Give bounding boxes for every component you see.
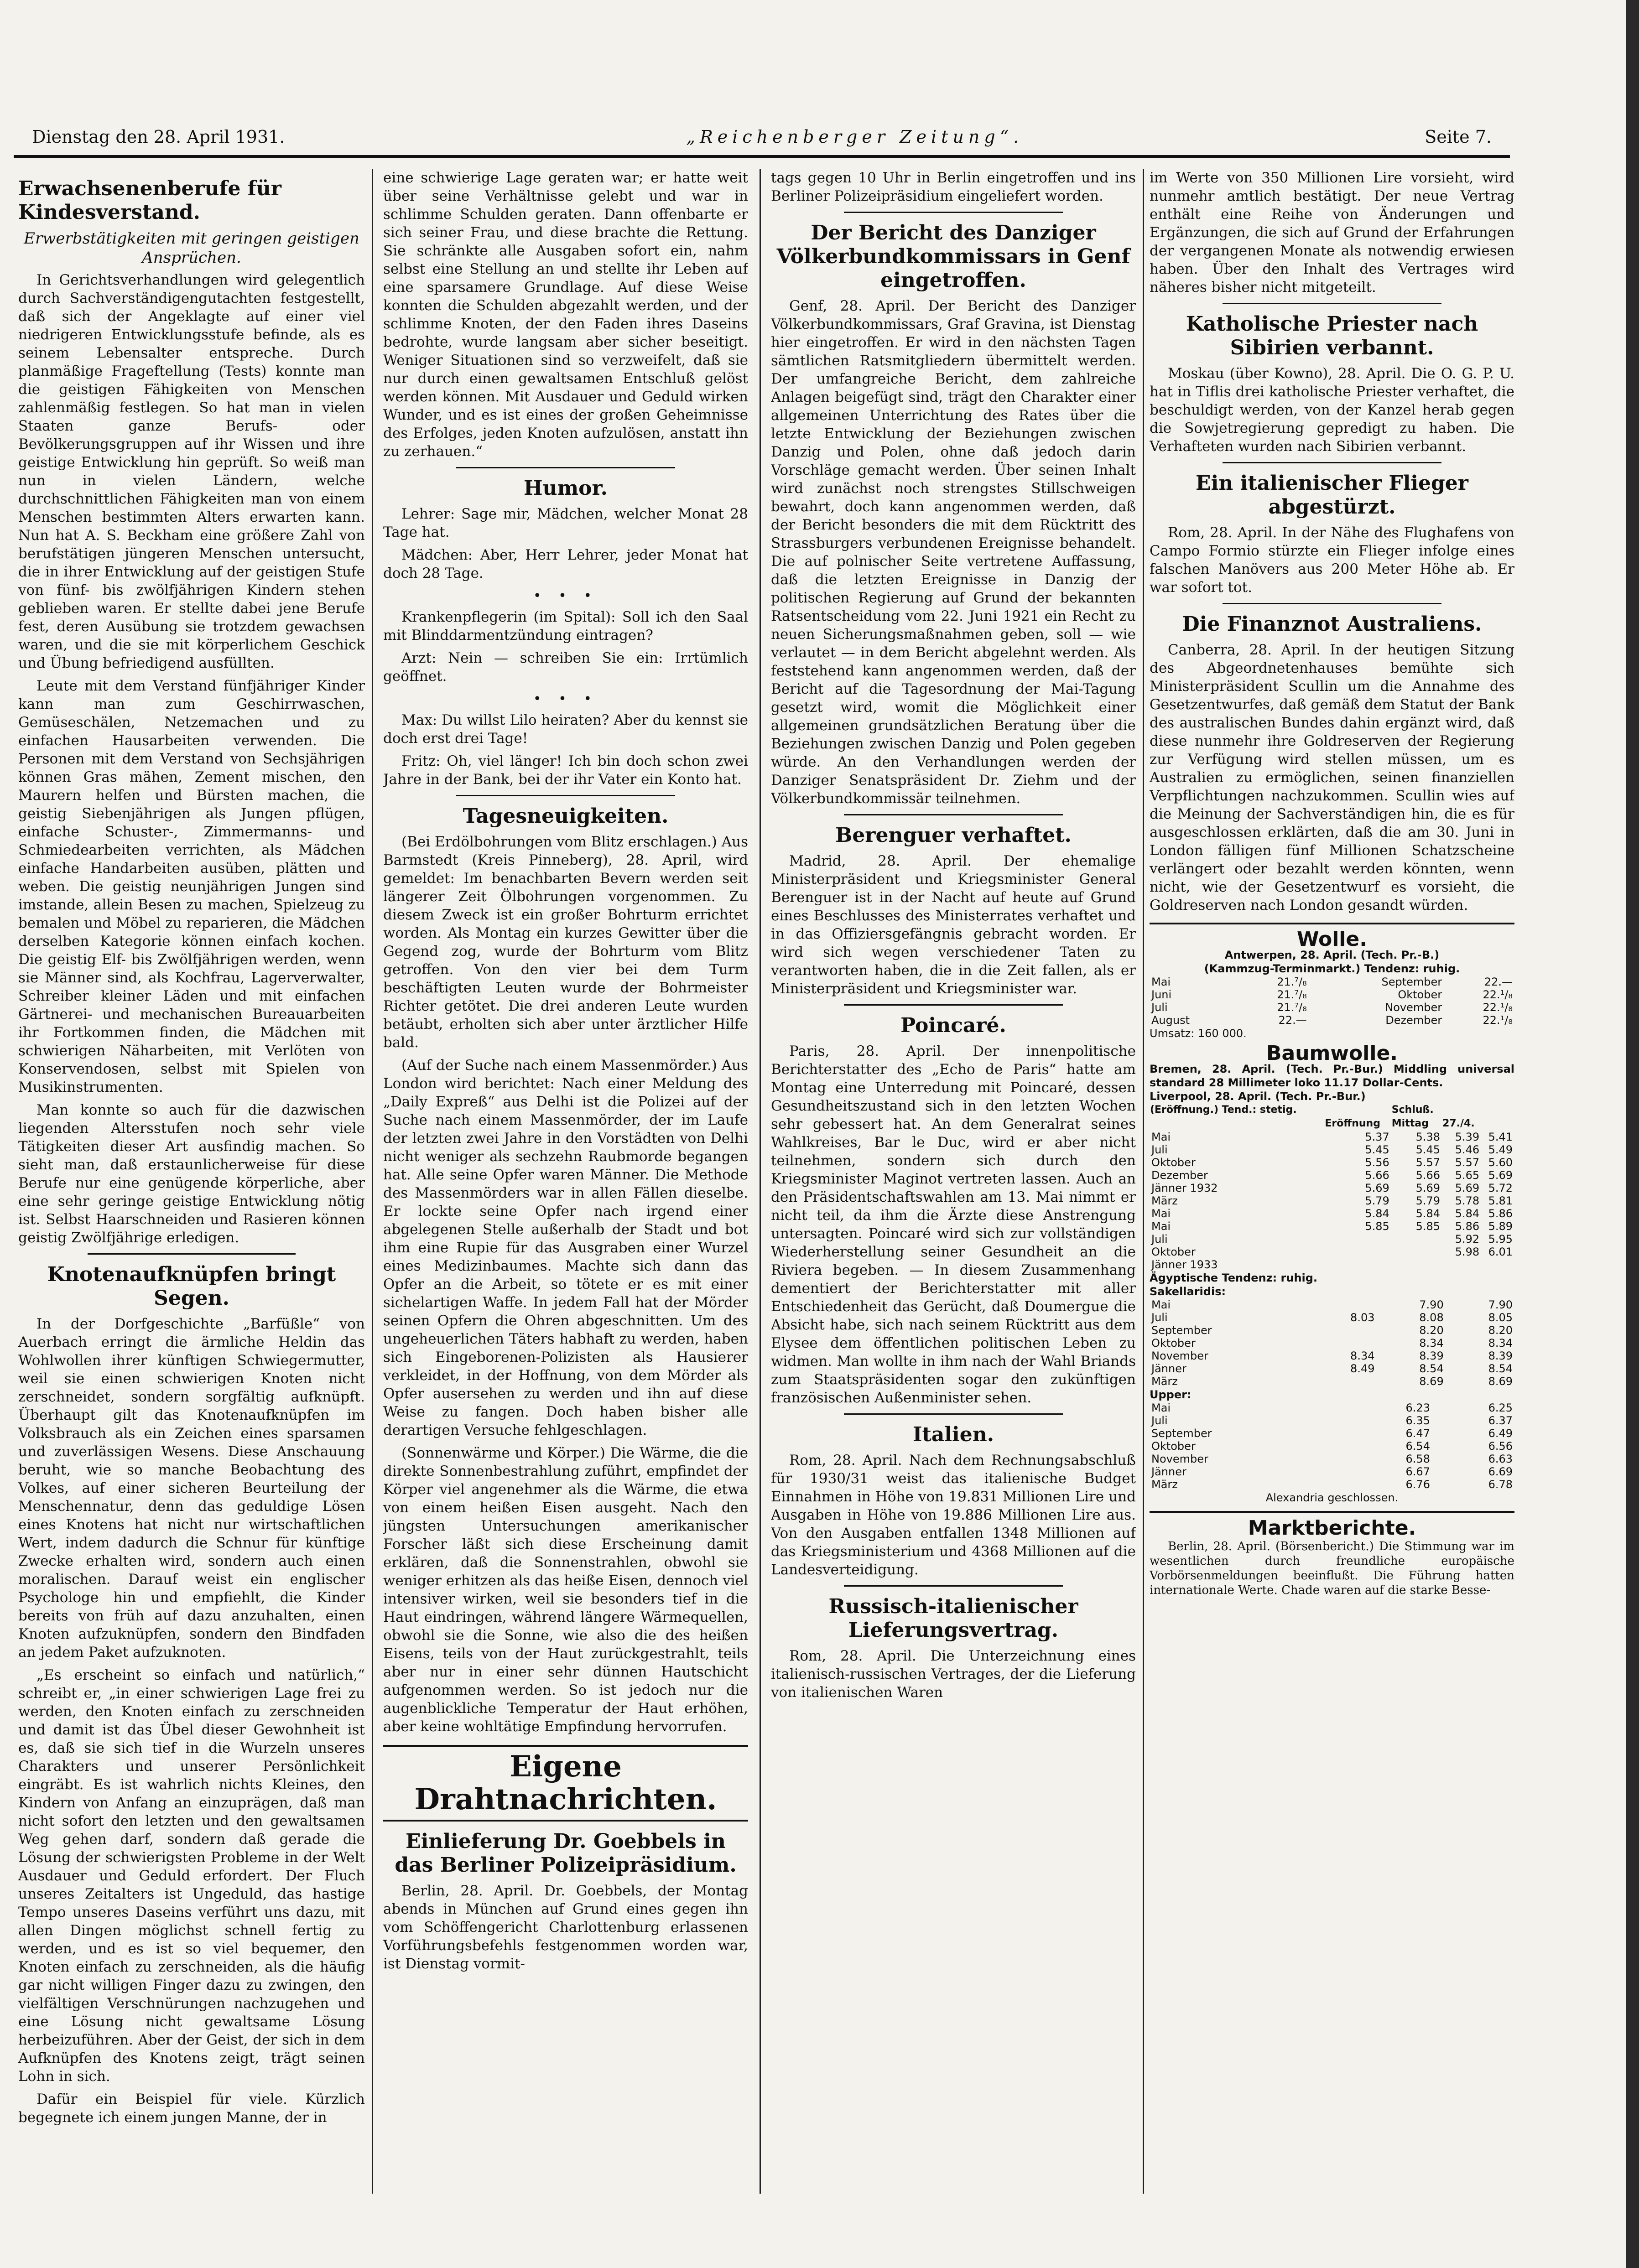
table-row: [1150, 1414, 1514, 1427]
table-cell: 22.¹/₈: [1483, 1001, 1513, 1014]
table-cell: 6.63: [1488, 1453, 1513, 1465]
table-cell: 8.34: [1419, 1337, 1444, 1349]
table-cell: August: [1151, 1014, 1190, 1027]
table-cell: 8.69: [1419, 1375, 1444, 1388]
table-cell: 22.—: [1278, 1014, 1307, 1027]
article-paragraph: In der Dorfgeschichte „Barfüßle“ von Auerbach erringt die ärmliche Heldin das Wohlwollen ihrer künftigen Schwiegermutter, weil sie einen schwierigen Knoten nicht zerschneidet, sondern sorgfältig aufknüpft. Überhaupt gilt das Knotenaufknüpfen im Volksbrauch als ein Zeichen eines sparsamen und zuverlässigen Wesens. Diese Anschauung beruht, wie so manche Beobachtung des Volkes, auf einer sicheren Beurteilung der Menschennatur, denn das geduldige Lösen eines Knotens hat nicht nur wirtschaftlichen Wert, indem dadurch die Schnur für künftige Zwecke erhalten wird, sondern auch einen moralischen. Darauf weist ein englischer Psychologe hin und empfiehlt, die Kinder bereits von früh auf dazu anzuhalten, einen Knoten aufzuknüpfen, sondern den Bindfaden an jedem Paket aufzuknoten.: [18, 1316, 365, 1661]
table-cell: 8.39: [1419, 1349, 1444, 1362]
table-cell: 5.46: [1455, 1143, 1480, 1156]
table-cell: 5.95: [1488, 1233, 1513, 1246]
market-title: Wolle.: [1297, 928, 1367, 951]
table-cell: 5.69: [1488, 1169, 1513, 1182]
separator-dots: • • •: [533, 691, 598, 707]
table-cell: 5.60: [1488, 1156, 1513, 1169]
divider: [1223, 462, 1441, 463]
table-cell: 5.85: [1365, 1220, 1389, 1233]
article-title: Ein italienischer Flieger abgestürzt.: [1196, 472, 1468, 519]
table-cell: Jänner: [1151, 1465, 1186, 1478]
table-cell: [1307, 1375, 1376, 1388]
table-cell: [1391, 1258, 1442, 1271]
table-cell: Juli: [1151, 1414, 1168, 1427]
table-cell: 5.38: [1415, 1131, 1441, 1143]
table-cell: [1338, 1478, 1349, 1491]
article-paragraph: Moskau (über Kowno), 28. April. Die O. G. P. U. hat in Tiflis drei katholische Priester verhaftet, die beschuldigt werden, von der Kanzel herab gegen die Sowjetregierung gepredigt zu haben. Die Verhafteten wurden nach Sibirien verbannt.: [1150, 365, 1514, 455]
cotton-table: [1150, 1103, 1514, 1271]
table-cell: Juli: [1151, 1143, 1168, 1156]
table-row: [1150, 1233, 1514, 1246]
table-cell: [1391, 1246, 1442, 1258]
cotton-liverpool: Liverpool, 28. April. (Tech. Pr.-Bur.): [1150, 1090, 1366, 1103]
table-cell: [1338, 1453, 1349, 1465]
market-subtitle: Antwerpen, 28. April. (Tech. Pr.-B.): [1224, 949, 1440, 961]
table-cell: [1324, 1246, 1391, 1258]
article-title: Erwachsenenberufe für Kindesverstand.: [18, 177, 281, 224]
table-cell: 5.57: [1455, 1156, 1480, 1169]
table-cell: Juli: [1151, 1233, 1168, 1246]
table-row: [1150, 1465, 1514, 1478]
article-paragraph: In Gerichtsverhandlungen wird gelegentlich durch Sachverständigengutachten festgestellt, daß sich der Angeklagte auf einer viel niedrigeren Entwicklungsstufe befinde, als es seinem Lebensalter entspreche. Durch planmäßige Frageftellung (Tests) konnte man die geistigen Fähigkeiten von Menschen zahlenmäßig festlegen. So hat man in vielen Staaten ganze Berufs- oder Bevölkerungsgruppen auf ihr Wissen und ihre geistige Entwicklung hin geprüft. So weiß man nun in vielen Ländern, welche durchschnittlichen Fähigkeiten man von einem Menschen bestimmten Alters erwarten kann. Nun hat A. S. Beckham eine größere Zahl von berufstätigen jüngeren Menschen untersucht, die in ihrer Entwicklung auf der geistigen Stufe von fünf- bis zwölfjährigen Kindern stehen geblieben waren. Er stellte dabei jene Berufe fest, deren Ausübung sie trotzdem gewachsen waren, und die sie mit körperlichem Geschick und Übung befriedigend ausfüllten.: [18, 272, 365, 671]
table-cell: 5.98: [1455, 1246, 1480, 1258]
table-cell: November: [1151, 1453, 1208, 1465]
table-row: [1150, 1362, 1514, 1375]
table-cell: 6.69: [1488, 1465, 1513, 1478]
joke-line: Fritz: Oh, viel länger! Ich bin doch schon zwei Jahre in der Bank, bei der ihr Vater ein Konto hat.: [383, 753, 748, 788]
table-row: [1150, 1143, 1514, 1156]
divider: [844, 212, 1063, 213]
article-paragraph: „Es erscheint so einfach und natürlich,“ schreibt er, „in einer schwierigen Lage frei zu werden, den Knoten einfach zu zerschneiden und damit ist das Übel dieser Gewohnheit ist es, daß sie sich tief in die Wurzeln unseres Charakters und unserer Persönlichkeit eingräbt. Es ist wahrlich nichts Kleines, den Kindern von Anfang an einzuprägen, daß man nicht sofort den letzten und den gewaltsamen Weg gehen darf, sondern daß gerade die Lösung der schwierigsten Probleme in der Welt Ausdauer und Geduld erfordert. Der Fluch unseres Zeitalters ist Ungeduld, das hastige Tempo unseres Daseins verführt uns dazu, mit allen Dingen möglichst schnell fertig zu werden, und es ist so viel bequemer, den Knoten einfach zu zerschneiden, als die häufig gar nicht willigen Finger dazu zu zwingen, den vielfältigen Verschnürungen nachzugehen und eine Lösung nicht gewaltsame Lösung herbeizuführen. Aber der Geist, der sich in dem Aufknüpfen des Knotens zeigt, trägt seinen Lohn in sich.: [18, 1667, 365, 2085]
table-cell: 6.49: [1488, 1427, 1513, 1440]
table-cell: November: [1151, 1349, 1208, 1362]
table-cell: 6.35: [1405, 1414, 1430, 1427]
article-paragraph: Madrid, 28. April. Der ehemalige Ministerpräsident und Kriegsminister General Berenguer ist in der Nacht auf heute auf Grund eines Beschlusses des Ministerrates verhaftet und in das Offiziersgefängnis gebracht worden. Er wird sich wegen verschiedener Taten zu verantworten haben, die in die Zeit fallen, als er Ministerpräsident und Kriegsminister war.: [771, 853, 1136, 997]
article-paragraph: Man konnte so auch für die dazwischen liegenden Altersstufen noch sehr viele Tätigkeiten dieser Art ausfindig machen. So sieht man, daß erstaunlicherweise für diese Berufe nur eine genügende körperliche, aber eine sehr geringe geistige Entwicklung nötig ist. Selbst Haarschneiden und Rasieren können geistig Zwölfjährige erledigen.: [18, 1102, 365, 1246]
table-row: [1150, 1207, 1514, 1220]
article-paragraph: Paris, 28. April. Der innenpolitische Berichterstatter des „Echo de Paris“ hatte am Montag eine Unterredung mit Poincaré, dessen Gesundheitszustand sich in den letzten Wochen sehr gebessert hat. An dem Generalrat seines Wahlkreises, Bar le Duc, wird er aber nicht teilnehmen, sondern sich durch den Kriegsminister Maginot vertreten lassen. Auch an den Präsidentschaftswahlen am 13. Mai nimmt er nicht teil, da ihm die Ärzte diese Anstrengung untersagten. Poincaré wird sich zur vollständigen Wiederherstellung seiner Gesundheit an die Riviera begeben. — In diesem Zusammenhang dementiert der Berichterstatter mit aller Entschiedenheit das Gerücht, daß Doumergue die Absicht habe, sich nach seinem Rücktritt aus dem Elysee dem öffentlichen politischen Leben zu widmen. Man wollte in ihm nach der Wahl Briands zum Staatspräsidenten sogar den zukünftigen französischen Außenminister sehen.: [771, 1043, 1136, 1406]
table-row: [1150, 1194, 1514, 1207]
table-cell: 8.49: [1350, 1362, 1375, 1375]
table-cell: September: [1381, 976, 1442, 988]
table-header-cell: Mittag: [1391, 1118, 1429, 1129]
table-row: [1150, 1001, 1514, 1014]
article-title: Der Bericht des Danziger Völkerbundkommissars in Genf eingetroffen.: [776, 221, 1130, 292]
table-cell: 8.34: [1488, 1337, 1513, 1349]
table-cell: Oktober: [1151, 1246, 1196, 1258]
table-row: [1150, 1169, 1514, 1182]
column-4: [1150, 169, 1514, 2194]
table-cell: 5.65: [1455, 1169, 1480, 1182]
article-title: Katholische Priester nach Sibirien verbannt.: [1186, 312, 1478, 359]
table-cell: 8.34: [1350, 1349, 1375, 1362]
page-edge: [1626, 0, 1639, 2268]
market-title: Marktberichte.: [1248, 1516, 1416, 1540]
article-title: Poincaré.: [900, 1014, 1006, 1037]
table-row: [1150, 1453, 1514, 1465]
table-header-cell: Schluß.: [1391, 1104, 1434, 1116]
column-2: [383, 169, 748, 2194]
table-cell: 5.37: [1365, 1131, 1389, 1143]
table-cell: 5.69: [1365, 1182, 1389, 1194]
table-header-cell: 27./4.: [1442, 1118, 1475, 1129]
article-paragraph: Rom, 28. April. Nach dem Rechnungsabschluß für 1930/31 weist das italienische Budget Einnahmen in Höhe von 19.831 Millionen Lire und Ausgaben in Höhe von 19.886 Millionen Lire aus. Von den Ausgaben entfallen 1348 Millionen auf das Kriegsministerium und 4368 Millionen auf die Landesverteidigung.: [771, 1452, 1136, 1578]
table-cell: 5.79: [1365, 1194, 1389, 1207]
section-title-humor: Humor.: [524, 477, 608, 500]
table-cell: November: [1385, 1001, 1442, 1014]
news-item: (Auf der Suche nach einem Massenmörder.) Aus London wird berichtet: Nach einer Meldung des „Daily Expreß“ aus Delhi ist die Polizei auf der Suche nach einem Massenmörder, der im Laufe der letzten zwei Jahre in den Vorstädten von Delhi nicht weniger als sechzehn Raubmorde begangen hat. Alle seine Opfer waren Männer. Die Methode des Massenmörders war in allen Fällen dieselbe. Er lockte seine Opfer nach irgend einer abgelegenen Stelle außerhalb der Stadt und bot ihm eine Rupie für das Ausgraben einer Wurzel eines Medizinbaumes. Machte sich dann das Opfer an die Arbeit, so tötete er es mit einer sichelartigen Waffe. In jedem Fall hat der Mörder seinen Opfern die Ohren abgeschnitten. Um des ungeheuerlichen Täters habhaft zu werden, haben sich Eingeborenen-Polizisten als Hausierer verkleidet, in der Hoffnung, von dem Mörder als Opfer ausersehen zu werden und ihn auf diese Weise zu fangen. Doch haben bisher alle derartigen Versuche fehlgeschlagen.: [383, 1057, 748, 1438]
column-rule: [760, 169, 761, 2194]
table-cell: 6.56: [1488, 1440, 1513, 1453]
table-cell: Juli: [1151, 1311, 1168, 1324]
table-cell: [1324, 1233, 1391, 1246]
joke-line: Arzt: Nein — schreiben Sie ein: Irrtümlich geöffnet.: [383, 650, 748, 685]
table-cell: Mai: [1151, 976, 1171, 988]
table-cell: 5.69: [1415, 1182, 1441, 1194]
table-cell: 21.⁷/₈: [1277, 1001, 1307, 1014]
table-cell: 6.47: [1405, 1427, 1430, 1440]
table-cell: März: [1151, 1194, 1178, 1207]
section-rule: [1150, 1511, 1514, 1513]
table-row: [1150, 1220, 1514, 1233]
table-row: [1150, 1337, 1514, 1349]
table-header-row: [1150, 1117, 1514, 1131]
table-row: [1150, 1440, 1514, 1453]
table-header-cell: (Eröffnung.) Tend.: stetig.: [1150, 1104, 1297, 1116]
table-cell: 5.86: [1455, 1220, 1480, 1233]
header-rule: [14, 155, 1510, 158]
table-cell: 8.69: [1488, 1375, 1513, 1388]
table-cell: 5.84: [1365, 1207, 1389, 1220]
table-cell: 8.08: [1419, 1311, 1444, 1324]
separator-dots: • • •: [533, 588, 598, 604]
table-row: [1150, 1427, 1514, 1440]
cotton-egypt: Ägyptische Tendenz: ruhig.: [1150, 1272, 1318, 1284]
cotton-sakel: Sakellaridis:: [1150, 1285, 1226, 1298]
table-cell: 7.90: [1419, 1298, 1444, 1311]
table-cell: 21.⁷/₈: [1277, 988, 1307, 1001]
market-subtitle: (Kammzug-Terminmarkt.) Tendenz: ruhig.: [1204, 962, 1460, 975]
table-cell: 5.84: [1415, 1207, 1441, 1220]
table-cell: [1324, 1258, 1391, 1271]
table-cell: 5.84: [1455, 1207, 1480, 1220]
table-header-row: [1150, 1103, 1514, 1117]
table-cell: März: [1151, 1478, 1178, 1491]
table-header-cell: Eröffnung: [1325, 1118, 1380, 1129]
table-cell: Mai: [1151, 1220, 1171, 1233]
market-title: Baumwolle.: [1266, 1042, 1398, 1065]
table-cell: [1338, 1465, 1349, 1478]
article-subtitle: Erwerbstätigkeiten mit geringen geistigen Ansprüchen.: [24, 229, 359, 267]
table-cell: 5.49: [1488, 1143, 1513, 1156]
article-title: Berenguer verhaftet.: [835, 824, 1072, 847]
table-row: [1150, 1324, 1514, 1337]
table-cell: Mai: [1151, 1298, 1171, 1311]
table-cell: [1338, 1440, 1349, 1453]
table-cell: [1338, 1427, 1349, 1440]
table-cell: Mai: [1151, 1207, 1171, 1220]
divider: [88, 1253, 296, 1255]
table-cell: 8.20: [1419, 1324, 1444, 1337]
upper-table: [1150, 1401, 1514, 1491]
table-cell: [1307, 1337, 1376, 1349]
table-cell: Oktober: [1398, 988, 1442, 1001]
article-paragraph: Rom, 28. April. Die Unterzeichnung eines italienisch-russischen Vertrages, der die Lieferung von italienischen Waren: [771, 1648, 1136, 1701]
table-cell: 8.20: [1488, 1324, 1513, 1337]
table-cell: Mai: [1151, 1131, 1171, 1143]
table-row: [1150, 1014, 1514, 1027]
table-cell: [1307, 1298, 1376, 1311]
table-cell: September: [1151, 1324, 1212, 1337]
market-wool: [1150, 928, 1514, 1040]
table-cell: 5.45: [1415, 1143, 1441, 1156]
joke-line: Lehrer: Sage mir, Mädchen, welcher Monat 28 Tage hat.: [383, 506, 748, 540]
divider: [844, 1585, 1063, 1587]
news-item: (Sonnenwärme und Körper.) Die Wärme, die die direkte Sonnenbestrahlung zuführt, empfindet der Körper viel angenehmer als die Wärme, die etwa von einem heißen Eisen ausgeht. Nach den jüngsten Untersuchungen amerikanischer Forscher läßt sich diese Erscheinung damit erklären, daß die Sonnenstrahlen, obwohl sie weniger erhitzen als das heiße Eisen, dennoch viel intensiver wirken, weil sie besonders tief in die Haut eindringen, während längere Wärmequellen, obwohl sie die Sonne, wie also die des heißen Eisens, teils von der Haut zurückgestrahlt, teils aber nur in einer sehr dünnen Hautschicht aufgenommen werden. So ist jedoch nur die augenblickliche Temperatur der Haut erhöhen, aber keine wohltätige Empfindung hervorrufen.: [383, 1445, 748, 1735]
article-title: Russisch-italienischer Lieferungsvertrag.: [828, 1595, 1078, 1642]
table-cell: Dezember: [1385, 1014, 1442, 1027]
table-cell: Mai: [1151, 1401, 1171, 1414]
table-row: [1150, 1311, 1514, 1324]
divider: [844, 1413, 1063, 1415]
table-cell: 5.79: [1415, 1194, 1441, 1207]
table-cell: Oktober: [1151, 1156, 1196, 1169]
market-report: Berlin, 28. April. (Börsenbericht.) Die Stimmung war im wesentlichen durch freundliche europäische Vorbörsenmeldungen beeinflußt. Die Führung hatten internationale Werte. Chade waren auf die starke Besse-: [1150, 1540, 1514, 1597]
issue-date: Dienstag den 28. April 1931.: [32, 127, 285, 147]
column-3: [771, 169, 1136, 2194]
table-cell: 5.86: [1488, 1207, 1513, 1220]
table-cell: 5.45: [1365, 1143, 1389, 1156]
table-cell: 8.03: [1350, 1311, 1375, 1324]
divider: [844, 814, 1063, 815]
wire-news-banner: Eigene Drahtnachrichten.: [383, 1745, 748, 1822]
table-cell: 8.05: [1488, 1311, 1513, 1324]
article-title: Knotenaufknüpfen bringt Segen.: [47, 1263, 336, 1310]
masthead: [32, 123, 1492, 151]
table-cell: 6.54: [1405, 1440, 1430, 1453]
table-header-cell: [1150, 1117, 1324, 1131]
table-cell: 6.78: [1488, 1478, 1513, 1491]
article-paragraph: Leute mit dem Verstand fünfjähriger Kinder kann man zum Geschirrwaschen, Gemüseschälen, Netzemachen und zu einfachen Hausarbeiten verwenden. Die Personen mit dem Verstand von Sechsjährigen können Gras mähen, Zement mischen, den Maurern helfen und Bürsten machen, die geistig Siebenjährigen als Jungen pflügen, einfache Schuster-, Zimmermanns- und Schmiedearbeiten verrichten, als Mädchen einfache Handarbeiten ausüben, plätten und weben. Die geistig neunjährigen Jungen sind imstande, allein Besen zu machen, Spielzeug zu bemalen und Möbel zu reparieren, die Mädchen derselben Kategorie können einfach kochen. Die geistig Elf- bis Zwölfjährigen werden, wenn sie Männer sind, als Kochfrau, Lagerverwalter, Schreiber kleiner Läden und mit einfachen Gärtnerei- und mechanischen Bureauarbeiten ihr Fortkommen finden, die Mädchen mit schwierigen Näharbeiten, mit Verlöten von Konservendosen, selbst mit Spielen von Musikinstrumenten.: [18, 678, 365, 1095]
wool-umsatz: Umsatz: 160 000.: [1150, 1027, 1247, 1040]
table-cell: Jänner 1933: [1151, 1258, 1218, 1271]
table-cell: 5.92: [1455, 1233, 1480, 1246]
cotton-alex: Alexandria geschlossen.: [1265, 1491, 1399, 1504]
table-cell: 5.56: [1365, 1156, 1389, 1169]
column-rule: [372, 169, 373, 2194]
table-row: [1150, 1258, 1514, 1271]
article-paragraph: Berlin, 28. April. Dr. Goebbels, der Montag abends in München auf Grund eines gegen ihn vom Schöffengericht Charlottenburg erlassenen Vorführungsbefehls festgenommen worden war, ist Dienstag vormit-: [383, 1883, 748, 1972]
table-cell: 6.58: [1405, 1453, 1430, 1465]
table-row: [1150, 1349, 1514, 1362]
article-title: Einlieferung Dr. Goebbels in das Berliner Polizeipräsidium.: [395, 1830, 737, 1877]
table-row: [1150, 1401, 1514, 1414]
table-cell: [1481, 1258, 1514, 1271]
divider: [844, 1004, 1063, 1006]
joke-line: Krankenpflegerin (im Spital): Soll ich den Saal mit Blinddarmentzündung eintragen?: [383, 609, 748, 644]
market-cotton: [1150, 1042, 1514, 1505]
paper-name: „Reichenberger Zeitung“.: [686, 127, 1024, 147]
table-cell: 22.¹/₈: [1483, 1014, 1513, 1027]
divider: [1223, 603, 1441, 604]
table-header-cell: [1442, 1103, 1481, 1117]
table-cell: [1338, 1401, 1349, 1414]
article-paragraph: Canberra, 28. April. In der heutigen Sitzung des Abgeordnetenhauses bemühte sich Ministerpräsident Scullin um die Annahme des Gesetzentwurfes, daß gemäß dem Statut der Bank des australischen Bundes dahin ergänzt wird, daß diese nunmehr ihre Goldreserven der Regierung zur Verfügung wird stellen müssen, um es Australien zu ermöglichen, seinen finanziellen Verpflichtungen nachzukommen. Scullin wies auf die Meinung der Sachverständigen hin, die es für ausgeschlossen erklärten, daß die am 30. Juni in London fälligen fünf Millionen Schatzscheine verlängert oder bezahlt werden könnten, wenn nicht, wie der Gesetzentwurf es vorsieht, die Goldreserven nach London gesandt würden.: [1150, 642, 1514, 913]
table-cell: 8.54: [1419, 1362, 1444, 1375]
divider: [456, 467, 675, 468]
table-row: [1150, 1478, 1514, 1491]
article-paragraph: Rom, 28. April. In der Nähe des Flughafens von Campo Formio stürzte ein Flieger infolge eines falschen Manövers aus 200 Meter Höhe ab. Er war sofort tot.: [1150, 524, 1514, 596]
table-cell: 5.89: [1488, 1220, 1513, 1233]
table-cell: Oktober: [1151, 1337, 1196, 1349]
table-row: [1150, 1182, 1514, 1194]
cotton-bremen: Bremen, 28. April. (Tech. Pr.-Bur.) Middling universal standard 28 Millimeter loko 11.17 Dollar-Cents.: [1150, 1063, 1514, 1089]
table-cell: 6.01: [1488, 1246, 1513, 1258]
table-cell: 6.23: [1405, 1401, 1430, 1414]
table-cell: Oktober: [1151, 1440, 1196, 1453]
table-cell: 21.⁷/₈: [1277, 976, 1307, 988]
cotton-upper: Upper:: [1150, 1388, 1192, 1401]
table-row: [1150, 1298, 1514, 1311]
table-cell: Juli: [1151, 1001, 1168, 1014]
article-title: Die Finanznot Australiens.: [1182, 612, 1482, 636]
section-title-news: Tagesneuigkeiten.: [463, 804, 669, 828]
divider: [456, 795, 675, 796]
table-cell: 5.81: [1488, 1194, 1513, 1207]
page-number: Seite 7.: [1425, 127, 1492, 147]
table-cell: 5.85: [1415, 1220, 1441, 1233]
table-cell: 5.57: [1415, 1156, 1441, 1169]
table-cell: [1338, 1414, 1349, 1427]
table-cell: 6.67: [1405, 1465, 1430, 1478]
joke-line: Mädchen: Aber, Herr Lehrer, jeder Monat hat doch 28 Tage.: [383, 547, 748, 581]
table-cell: März: [1151, 1375, 1178, 1388]
table-cell: September: [1151, 1427, 1212, 1440]
table-cell: 5.66: [1365, 1169, 1389, 1182]
table-cell: [1442, 1258, 1481, 1271]
table-cell: Jänner 1932: [1151, 1182, 1218, 1194]
table-cell: 22.¹/₈: [1483, 988, 1513, 1001]
table-header-cell: [1324, 1103, 1391, 1117]
table-cell: [1391, 1233, 1442, 1246]
table-cell: 22.—: [1484, 976, 1513, 988]
joke-line: Max: Du willst Lilo heiraten? Aber du kennst sie doch erst drei Tage!: [383, 712, 748, 747]
article-paragraph: tags gegen 10 Uhr in Berlin eingetroffen und ins Berliner Polizeipräsidium eingeliefert worden.: [771, 170, 1136, 204]
table-cell: 5.78: [1455, 1194, 1480, 1207]
table-row: [1150, 1375, 1514, 1388]
table-cell: 6.37: [1488, 1414, 1513, 1427]
column-rule: [1143, 169, 1144, 2194]
column-1: [18, 169, 365, 2194]
table-cell: Dezember: [1151, 1169, 1208, 1182]
table-row: [1150, 1246, 1514, 1258]
table-cell: [1307, 1324, 1376, 1337]
table-row: [1150, 1156, 1514, 1169]
sakel-table: [1150, 1298, 1514, 1388]
table-cell: 5.39: [1455, 1131, 1480, 1143]
table-row: [1150, 988, 1514, 1001]
divider: [1223, 303, 1441, 304]
section-rule: [1150, 923, 1514, 924]
table-cell: 5.66: [1415, 1169, 1441, 1182]
article-paragraph: Genf, 28. April. Der Bericht des Danziger Völkerbundkommissars, Graf Gravina, ist Dienstag hier eingetroffen. Er wird in den nächsten Tagen sämtlichen Ratsmitgliedern übermittelt werden. Der umfangreiche Bericht, dem zahlreiche Anlagen beigefügt sind, trägt den Charakter einer allgemeinen Unterrichtung des Rates über die letzte Entwicklung der Beziehungen zwischen Danzig und Polen, ohne daß jedoch darin Vorschläge gemacht werden. Über seinen Inhalt wird zunächst noch strengstes Stillschweigen bewahrt, doch kann angenommen werden, daß der Bericht besonders die mit dem Rücktritt des Strassburgers verbundenen Ereignisse behandelt. Die auf polnischer Seite vertretene Auffassung, daß die letzten Ereignisse in Danzig der politischen Regierung auf Grund der bekannten Ratsentscheidung vom 22. Juni 1921 ein Recht zu neuen Sicherungsmaßnahmen geben, soll — wie verlautet — in dem Bericht abgelehnt werden. Als feststehend kann angenommen werden, daß der Bericht auf die Tagesordnung der Mai-Tagung gesetzt wird, womit die Möglichkeit einer allgemeinen grundsätzlichen Beratung über die Beziehungen zwischen Danzig und Polen gegeben würde. An den Verhandlungen werden der Danziger Senatspräsident Dr. Ziehm und der Völkerbundkommissär teilnehmen.: [771, 298, 1136, 807]
table-cell: 5.72: [1488, 1182, 1513, 1194]
table-cell: Jänner: [1151, 1362, 1186, 1375]
article-title: Italien.: [912, 1423, 994, 1446]
table-cell: Juni: [1151, 988, 1172, 1001]
table-cell: 5.41: [1488, 1131, 1513, 1143]
table-cell: 6.76: [1405, 1478, 1430, 1491]
table-row: [1150, 976, 1514, 988]
table-row: [1150, 1131, 1514, 1143]
table-cell: 8.54: [1488, 1362, 1513, 1375]
article-paragraph: Dafür ein Beispiel für viele. Kürzlich begegnete ich einem jungen Manne, der in: [18, 2091, 365, 2126]
news-item: (Bei Erdölbohrungen vom Blitz erschlagen.) Aus Barmstedt (Kreis Pinneberg), 28. April, wird gemeldet: Im benachbarten Bevern werden seit längerer Zeit Ölbohrungen vorgenommen. Zu diesem Zweck ist ein großer Bohrturm errichtet worden. Als Montag ein kurzes Gewitter über die Gegend zog, wurde der Bohrturm vom Blitz getroffen. Von den vier bei dem Turm beschäftigten Leuten wurde der Bohrmeister Richter getötet. Die drei anderen Leute wurden betäubt, erholten sich aber unter ärztlicher Hilfe bald.: [383, 834, 748, 1051]
article-paragraph: eine schwierige Lage geraten war; er hatte weit über seine Verhältnisse gelebt und war in schlimme Schulden geraten. Dann offenbarte er sich seiner Frau, und diese brachte die Rettung. Sie schränkte alle Ausgaben sofort ein, nahm selbst eine Stellung an und stellte ihr Leben auf eine sparsamere Grundlage. Auf diese Weise konnten die Schulden abgezahlt werden, und der schlimme Knoten, der den Faden ihres Daseins bedrohte, wurde langsam aber sicher beseitigt. Weniger Situationen sind so verzweifelt, daß sie nur durch einen gewaltsamen Entschluß gelöst werden können. Mit Ausdauer und Geduld wirken Wunder, und es ist eines der großen Geheimnisse des Erfolges, jeden Knoten aufzulösen, anstatt ihn zu zerhauen.“: [383, 170, 748, 460]
article-paragraph: im Werte von 350 Millionen Lire vorsieht, wird nunmehr amtlich bestätigt. Der neue Vertrag enthält eine Reihe von Änderungen und Ergänzungen, die sich auf Grund der Erfahrungen der vergangenen Monate als notwendig erwiesen haben. Über den Inhalt des Vertrages wird näheres bisher nicht mitgeteilt.: [1150, 170, 1514, 296]
table-cell: 5.69: [1455, 1182, 1480, 1194]
table-cell: 6.25: [1488, 1401, 1513, 1414]
wool-table: [1150, 976, 1514, 1027]
table-cell: 8.39: [1488, 1349, 1513, 1362]
table-cell: 7.90: [1488, 1298, 1513, 1311]
